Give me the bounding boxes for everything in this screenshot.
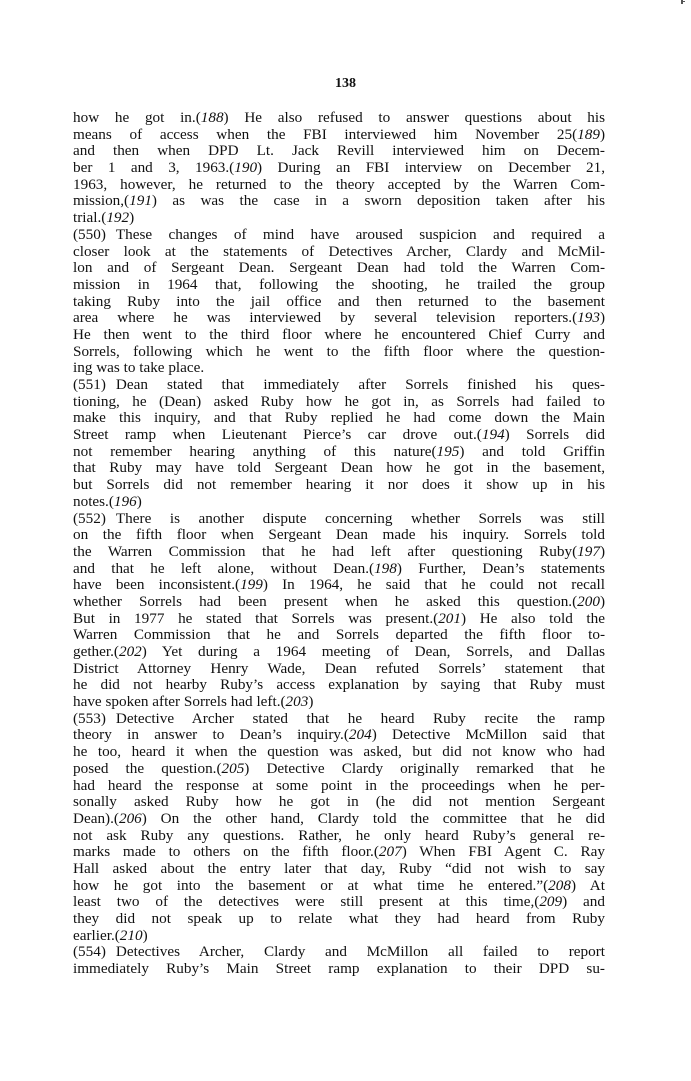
footnote-ref: 194 [481,426,505,444]
text-line [73,511,605,528]
text-line [73,177,605,194]
text-line [73,210,605,227]
text-line [73,143,605,160]
line-text: the Warren Commission that he had left after questioning Ruby(197) [73,542,605,560]
text-line [73,911,605,928]
body-text [73,110,605,978]
text-line [73,794,605,811]
text-line [73,944,605,961]
line-text: lon and of Sergeant Dean. Sergeant Dean had told the Warren Com- [73,259,605,277]
line-text: ing was to take place. [73,359,205,377]
text-line [73,661,605,678]
text-line [73,761,605,778]
line-text: mission,(191) as was the case in a sworn deposition taken after his [73,192,605,210]
line-text: had heard the response at some point in the proceedings when he per- [73,776,605,794]
footnote-ref: 209 [539,893,563,911]
paragraph-number: (552) [73,509,106,527]
footnote-ref: 195 [436,442,460,460]
paragraph-number: (550) [73,225,106,243]
paragraph-number: (553) [73,709,106,727]
line-text: have spoken after Sorrels had left.(203) [73,693,314,711]
line-text: not ask Ruby any questions. Rather, he only heard Ruby’s general re- [73,826,605,844]
line-text: means of access when the FBI interviewed him November 25(189) [73,125,605,143]
text-line [73,627,605,644]
text-line [73,878,605,895]
line-text: closer look at the statements of Detectives Archer, Clardy and McMil- [73,242,605,260]
line-text: and that he left alone, without Dean.(198) Further, Dean’s statements [73,559,605,577]
text-line [73,477,605,494]
text-line [73,811,605,828]
footnote-ref: 205 [221,759,245,777]
line-text: But in 1977 he stated that Sorrels was present.(201) He also told the [73,609,605,627]
text-line [73,894,605,911]
footnote-ref: 201 [438,609,461,627]
footnote-ref: 188 [200,109,224,126]
text-line [73,494,605,511]
line-text: District Attorney Henry Wade, Dean refuted Sorrels’ statement that [73,659,605,677]
line-text: taking Ruby into the jail office and then returned to the basement [73,292,605,310]
line-text: He then went to the third floor where he encountered Chief Curry and [73,325,605,343]
line-text: theory in answer to Dean’s inquiry.(204) Detective McMillon said that [73,726,605,744]
line-text: he too, heard it when the question was asked, but did not know who had [73,743,605,761]
line-text: they did not speak up to relate what they had heard from Ruby [73,910,605,927]
line-text: he did not hearby Ruby’s access explanation by saying that Ruby must [73,676,605,694]
footnote-ref: 210 [119,926,143,944]
text-line [73,344,605,361]
line-text: area where he was interviewed by several television reporters.(193) [73,309,605,327]
line-text: least two of the detectives were still present at this time,(209) and [73,893,605,911]
line-text: Street ramp when Lieutenant Pierce’s car drove out.(194) Sorrels did [73,426,605,444]
footnote-ref: 190 [234,159,258,177]
paragraph-number: (554) [73,943,106,961]
line-text: posed the question.(205) Detective Clardy originally remarked that he [73,759,605,777]
line-text: Hall asked about the entry later that day, Ruby “did not wish to say [73,859,605,877]
text-line [73,694,605,711]
text-line [73,594,605,611]
text-line [73,711,605,728]
line-text: Detectives Archer, Clardy and McMillon all failed to report [115,943,605,961]
line-text: 1963, however, he returned to the theory accepted by the Warren Com- [73,175,605,193]
text-line [73,294,605,311]
text-line [73,193,605,210]
text-line [73,677,605,694]
footnote-ref: 208 [548,876,571,894]
footnote-ref: 192 [106,209,130,227]
line-text: Dean).(206) On the other hand, Clardy told the committee that he did [73,809,605,827]
line-text: on the fifth floor when Sergeant Dean made his inquiry. Sorrels told [73,526,605,544]
footnote-ref: 203 [285,693,309,711]
footnote-ref: 196 [113,492,137,510]
line-text: not remember hearing anything of this nature(195) and told Griffin [73,442,605,460]
footnote-ref: 191 [129,192,152,210]
text-line [73,310,605,327]
paragraph-number: (551) [73,376,106,393]
text-line [73,928,605,945]
line-text: earlier.(210) [73,926,148,944]
text-line [73,277,605,294]
line-text: sonally asked Ruby how he got in (he did not mention Sergeant [73,793,605,811]
text-line [73,961,605,978]
line-text: how he got into the basement or at what time he entered.”(208) At [73,876,605,894]
line-text: These changes of mind have aroused suspicion and required a [115,225,605,243]
line-text: notes.(196) [73,492,142,510]
text-line [73,527,605,544]
paragraph-553 [73,711,605,945]
line-text: ber 1 and 3, 1963.(190) During an FBI interview on December 21, [73,159,605,177]
footnote-ref: 202 [118,643,142,660]
text-line [73,377,605,394]
footnote-ref: 198 [374,559,397,577]
line-text: Dean stated that immediately after Sorrels finished his ques- [115,376,605,393]
line-text: Warren Commission that he and Sorrels departed the fifth floor to- [73,626,605,644]
text-line [73,444,605,461]
text-line [73,460,605,477]
footnote-ref: 197 [577,542,600,560]
paragraph-550 [73,227,605,377]
text-line [73,227,605,244]
line-text: tioning, he (Dean) asked Ruby how he got in, as Sorrels had failed to [73,392,605,410]
text-line [73,327,605,344]
text-line [73,577,605,594]
text-line [73,410,605,427]
line-text: There is another dispute concerning whether Sorrels was still [115,509,605,527]
line-text: gether.(202) Yet during a 1964 meeting of Dean, Sorrels, and Dallas [73,643,605,660]
line-text: how he got in.(188) He also refused to answer questions about his [73,109,605,126]
footnote-ref: 200 [577,592,600,610]
text-line [73,844,605,861]
scan-corner-mark [681,0,683,4]
page-number: 138 [335,76,356,91]
text-line [73,727,605,744]
text-line [73,744,605,761]
line-text: immediately Ruby’s Main Street ramp explanation to their DPD su- [73,960,605,978]
text-line [73,861,605,878]
text-line [73,427,605,444]
text-line [73,644,605,661]
text-line [73,561,605,578]
paragraph-continuation [73,110,605,227]
text-line [73,544,605,561]
line-text: marks made to others on the fifth floor.(207) When FBI Agent C. Ray [73,843,605,861]
paragraph-554 [73,944,605,977]
text-line [73,394,605,411]
text-line [73,360,605,377]
line-text: Detective Archer stated that he heard Ruby recite the ramp [115,709,605,727]
text-line [73,260,605,277]
line-text: but Sorrels did not remember hearing it nor does it show up in his [73,476,605,494]
text-line [73,110,605,127]
footnote-ref: 189 [577,125,600,143]
footnote-ref: 193 [577,309,600,327]
text-line [73,160,605,177]
line-text: have been inconsistent.(199) In 1964, he said that he could not recall [73,576,605,594]
text-line [73,611,605,628]
footnote-ref: 204 [348,726,372,744]
line-text: whether Sorrels had been present when he asked this question.(200) [73,592,605,610]
line-text: and then when DPD Lt. Jack Revill interviewed him on Decem- [73,142,605,160]
text-line [73,244,605,261]
text-line [73,828,605,845]
paragraph-552 [73,511,605,711]
line-text: Sorrels, following which he went to the fifth floor where the question- [73,342,605,360]
line-text: that Ruby may have told Sergeant Dean how he got in the basement, [73,459,605,477]
footnote-ref: 206 [118,809,142,827]
text-line [73,778,605,795]
paragraph-551 [73,377,605,511]
line-text: trial.(192) [73,209,135,227]
footnote-ref: 199 [240,576,263,594]
line-text: mission in 1964 that, following the shooting, he trailed the group [73,275,605,293]
line-text: make this inquiry, and that Ruby replied he had come down the Main [73,409,605,427]
footnote-ref: 207 [378,843,402,861]
text-line [73,127,605,144]
